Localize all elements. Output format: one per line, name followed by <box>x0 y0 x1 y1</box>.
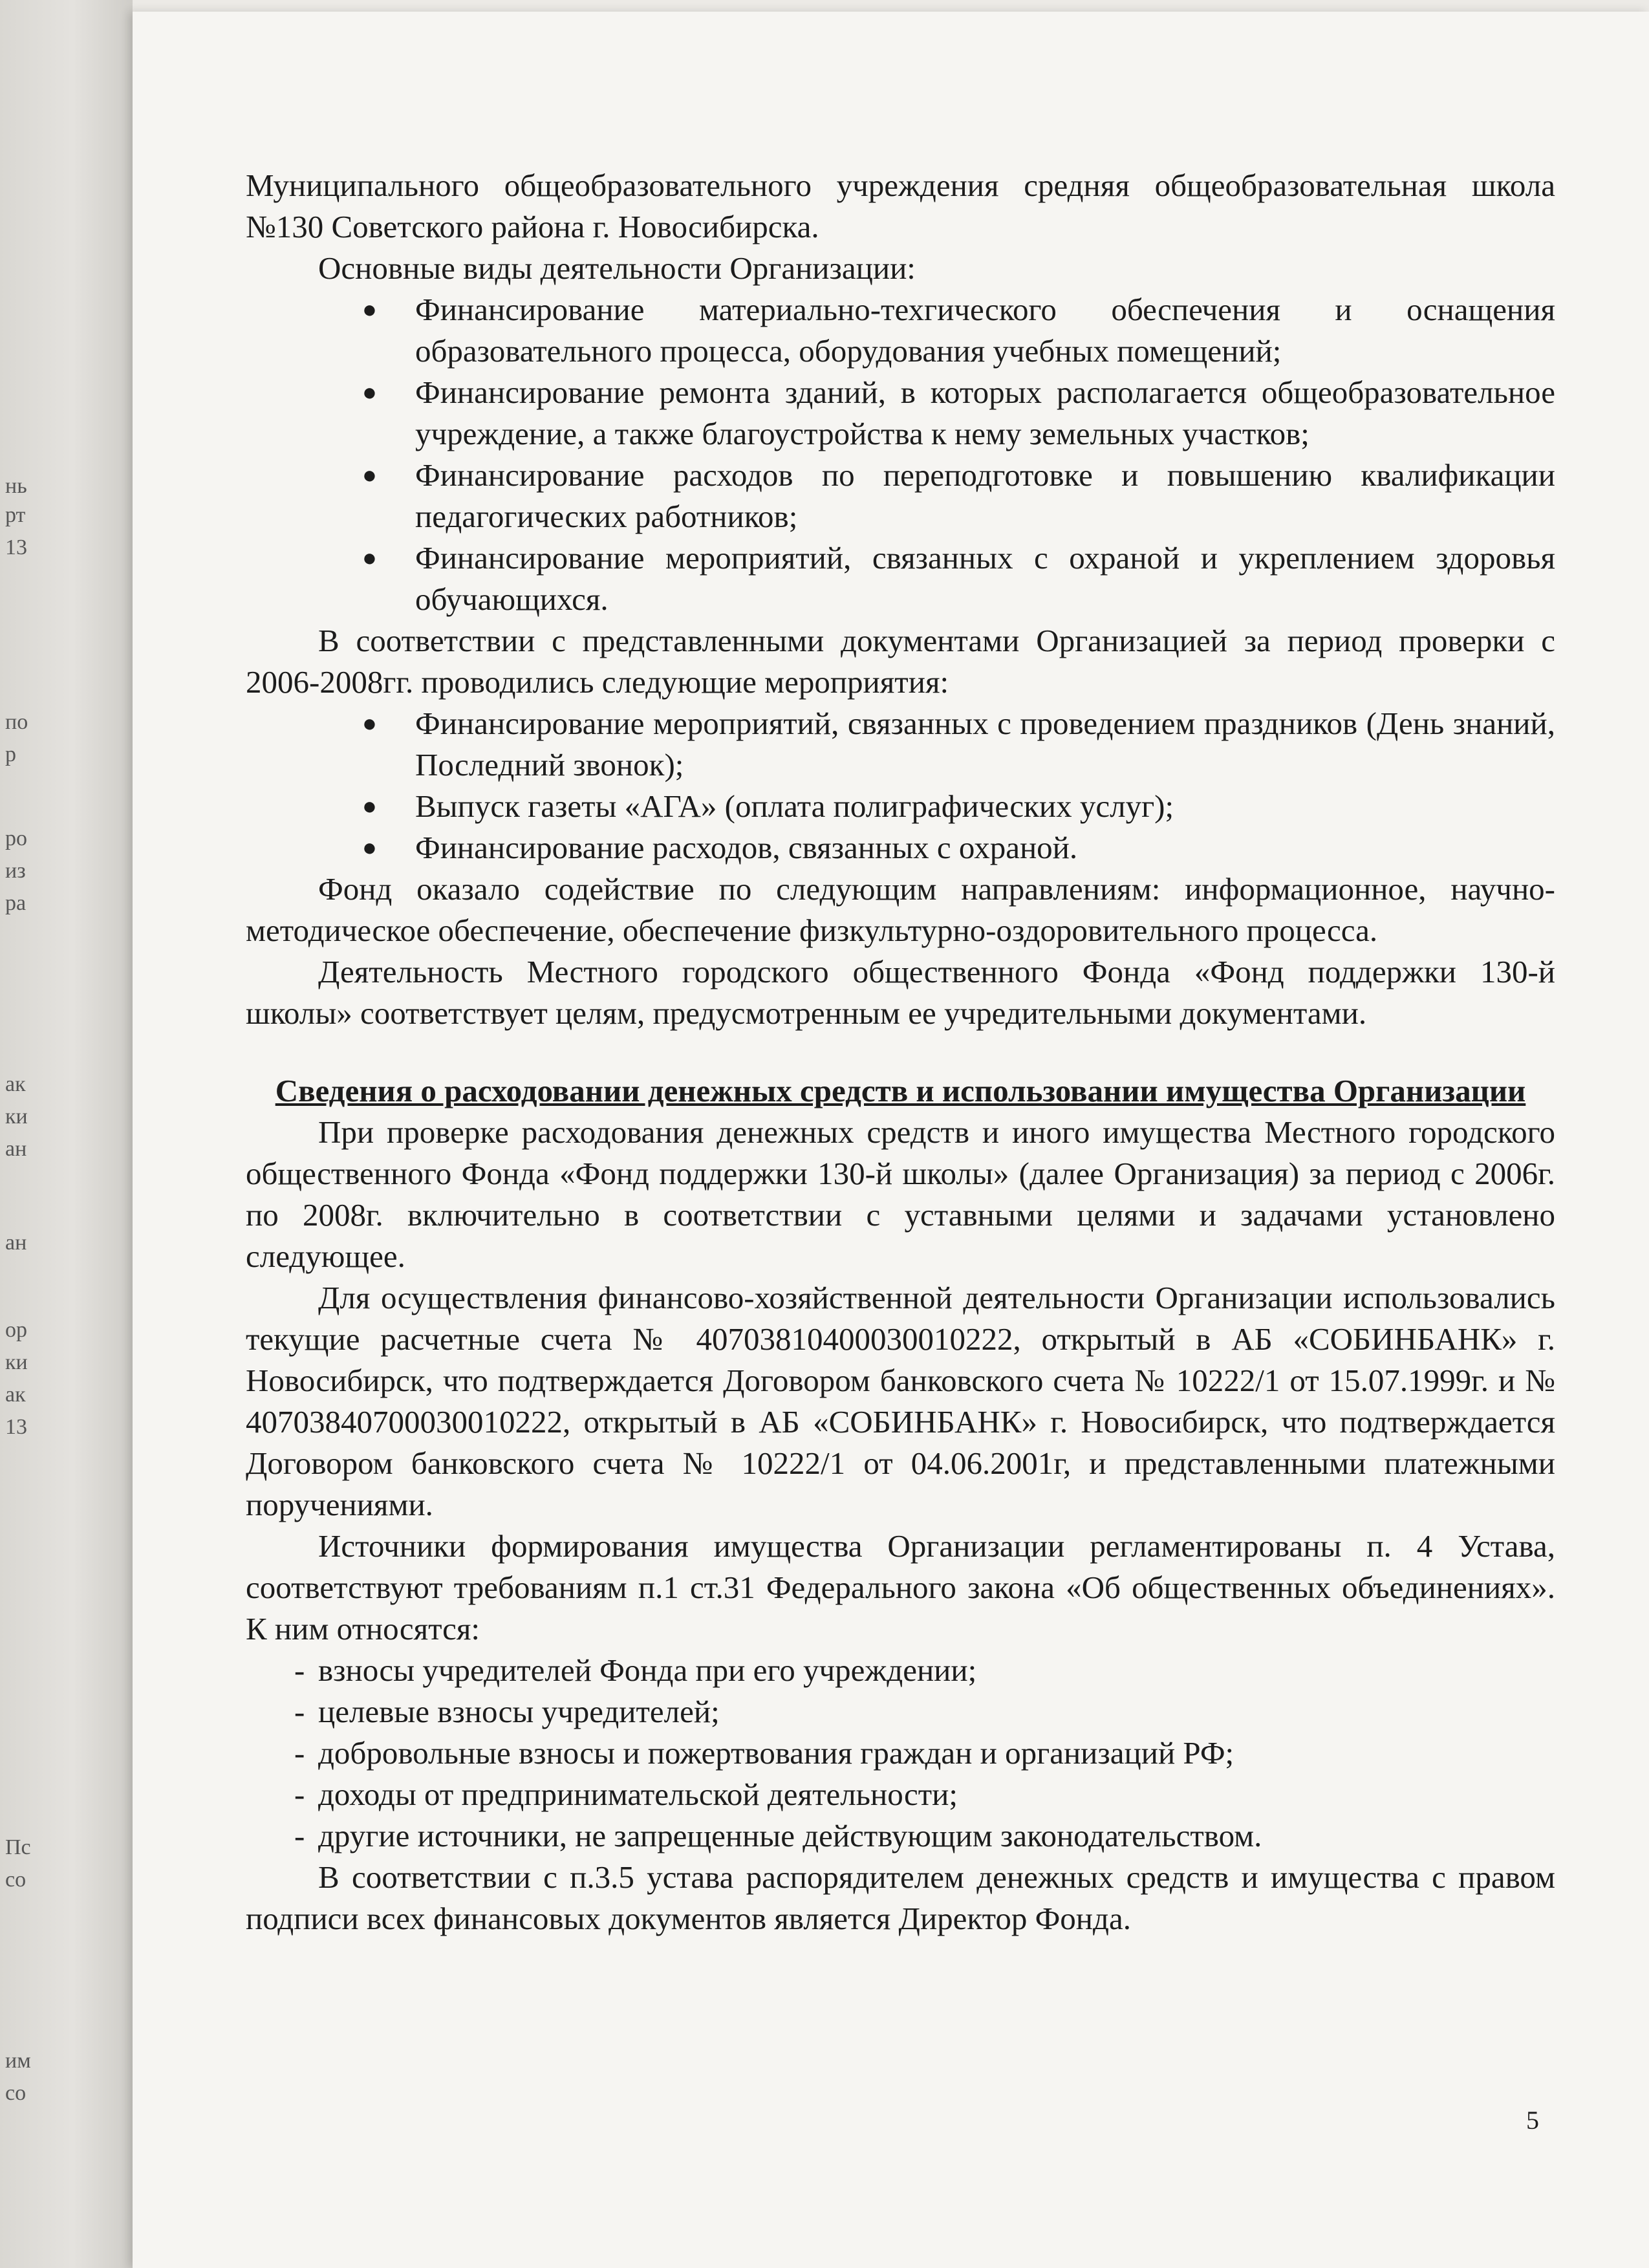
section-heading: Сведения о расходовании денежных средств и использовании имущества Организации <box>275 1073 1526 1108</box>
bullet-icon: ● <box>362 710 377 737</box>
left-page-fragment: им <box>5 2049 31 2073</box>
left-page-fragment: ра <box>5 891 27 915</box>
paragraph-sources: Источники формирования имущества Организации регламентированы п. 4 Устава, соответствуют требованиям п.1 ст.31 Федерального закона «Об общественных объединениях». К ним относятся: <box>246 1528 1555 1647</box>
left-page-fragment: со <box>5 2081 27 2105</box>
list-item: - доходы от предпринимательской деятельности; <box>246 1774 1555 1815</box>
left-page-fragment: ак <box>5 1383 26 1407</box>
list-item: ● Финансирование расходов, связанных с охраной. <box>246 827 1555 869</box>
paragraph-intro-tail: Муниципального общеобразовательного учреждения средняя общеобразовательная школа №130 Советского района г. Новосибирска. <box>246 167 1555 244</box>
list-item: ● Финансирование расходов по переподготовке и повышению квалификации педагогических работников; <box>246 455 1555 537</box>
list-item: - другие источники, не запрещенные действующим законодательством. <box>246 1815 1555 1857</box>
list-item: - целевые взносы учредителей; <box>246 1691 1555 1733</box>
dash-icon: - <box>294 1735 305 1771</box>
left-page-fragment: р <box>5 742 16 766</box>
sources-list <box>246 1650 1555 1857</box>
list-item: ● Финансирование мероприятий, связанных с проведением праздников (День знаний, Последний звонок); <box>246 703 1555 786</box>
list-item: ● Финансирование материально-техгического обеспечения и оснащения образовательного процесса, оборудования учебных помещений; <box>246 289 1555 372</box>
paragraph-conformity: Деятельность Местного городского общественного Фонда «Фонд поддержки 130-й школы» соответствует целям, предусмотренным ее учредительными документами. <box>246 954 1555 1031</box>
paragraph-assistance: Фонд оказало содействие по следующим направлениям: информационное, научно-методическое обеспечение, обеспечение физкультурно-оздоровительного процесса. <box>246 871 1555 948</box>
left-page-edge <box>0 0 133 2268</box>
bullet-icon: ● <box>362 296 377 323</box>
dash-icon: - <box>294 1777 305 1812</box>
bullet-icon: ● <box>362 379 377 406</box>
left-page-fragment: из <box>5 859 26 883</box>
left-page-fragment: нь <box>5 474 27 498</box>
dash-icon: - <box>294 1652 305 1688</box>
list-item: - добровольные взносы и пожертвования граждан и организаций РФ; <box>246 1733 1555 1774</box>
left-page-fragment: 13 <box>5 1415 27 1439</box>
dash-icon: - <box>294 1694 305 1729</box>
list-item: ● Финансирование ремонта зданий, в которых располагается общеобразовательное учреждение, а также благоустройства к нему земельных участков; <box>246 372 1555 455</box>
bullet-icon: ● <box>362 834 377 861</box>
left-page-fragment: 13 <box>5 535 27 559</box>
paragraph-accounts: Для осуществления финансово-хозяйственной деятельности Организации использовались текущие расчетные счета № 40703810400030010222, открытый в АБ «СОБИНБАНК» г. Новосибирск, что подтверждается Договором банковского счета № 10222/1 от 15.07.1999г. и № 40703840700030010222, открытый в АБ «СОБИНБАНК» г. Новосибирск, что подтверждается Договором банковского счета № 10222/1 от 04.06.2001г, и представленными платежными поручениями. <box>246 1280 1555 1522</box>
activities-list <box>246 289 1555 620</box>
dash-icon: - <box>294 1818 305 1853</box>
paragraph-activities-intro: Основные виды деятельности Организации: <box>318 250 916 286</box>
left-page-fragment: по <box>5 710 28 734</box>
list-item: - взносы учредителей Фонда при его учреждении; <box>246 1650 1555 1691</box>
bullet-icon: ● <box>362 793 377 820</box>
events-list <box>246 703 1555 869</box>
paragraph-audit: При проверке расходования денежных средств и иного имущества Местного городского общественного Фонда «Фонд поддержки 130-й школы» (далее Организация) за период с 2006г. по 2008г. включительно в соответствии с уставными целями и задачами установлено следующее. <box>246 1114 1555 1274</box>
left-page-fragment: ак <box>5 1072 26 1096</box>
left-page-fragment: Пс <box>5 1835 31 1859</box>
document-body <box>246 165 1555 1939</box>
bullet-icon: ● <box>362 462 377 489</box>
left-page-fragment: ан <box>5 1137 27 1161</box>
left-page-fragment: ан <box>5 1231 27 1255</box>
left-page-fragment: со <box>5 1868 27 1892</box>
page-number: 5 <box>1526 2106 1539 2135</box>
list-item: ● Выпуск газеты «АГА» (оплата полиграфических услуг); <box>246 786 1555 827</box>
left-page-fragment: ор <box>5 1318 27 1342</box>
list-item: ● Финансирование мероприятий, связанных с охраной и укреплением здоровья обучающихся. <box>246 537 1555 620</box>
left-page-fragment: ки <box>5 1105 28 1129</box>
left-page-fragment: рт <box>5 503 26 527</box>
bullet-icon: ● <box>362 545 377 572</box>
paragraph-closing: В соответствии с п.3.5 устава распорядителем денежных средств и имущества с правом подписи всех финансовых документов является Директор Фонда. <box>246 1859 1555 1936</box>
left-page-fragment: ки <box>5 1350 28 1374</box>
left-page-fragment: ро <box>5 826 27 850</box>
paragraph-events-intro: В соответствии с представленными документами Организацией за период проверки с 2006-2008гг. проводились следующие мероприятия: <box>246 623 1555 700</box>
